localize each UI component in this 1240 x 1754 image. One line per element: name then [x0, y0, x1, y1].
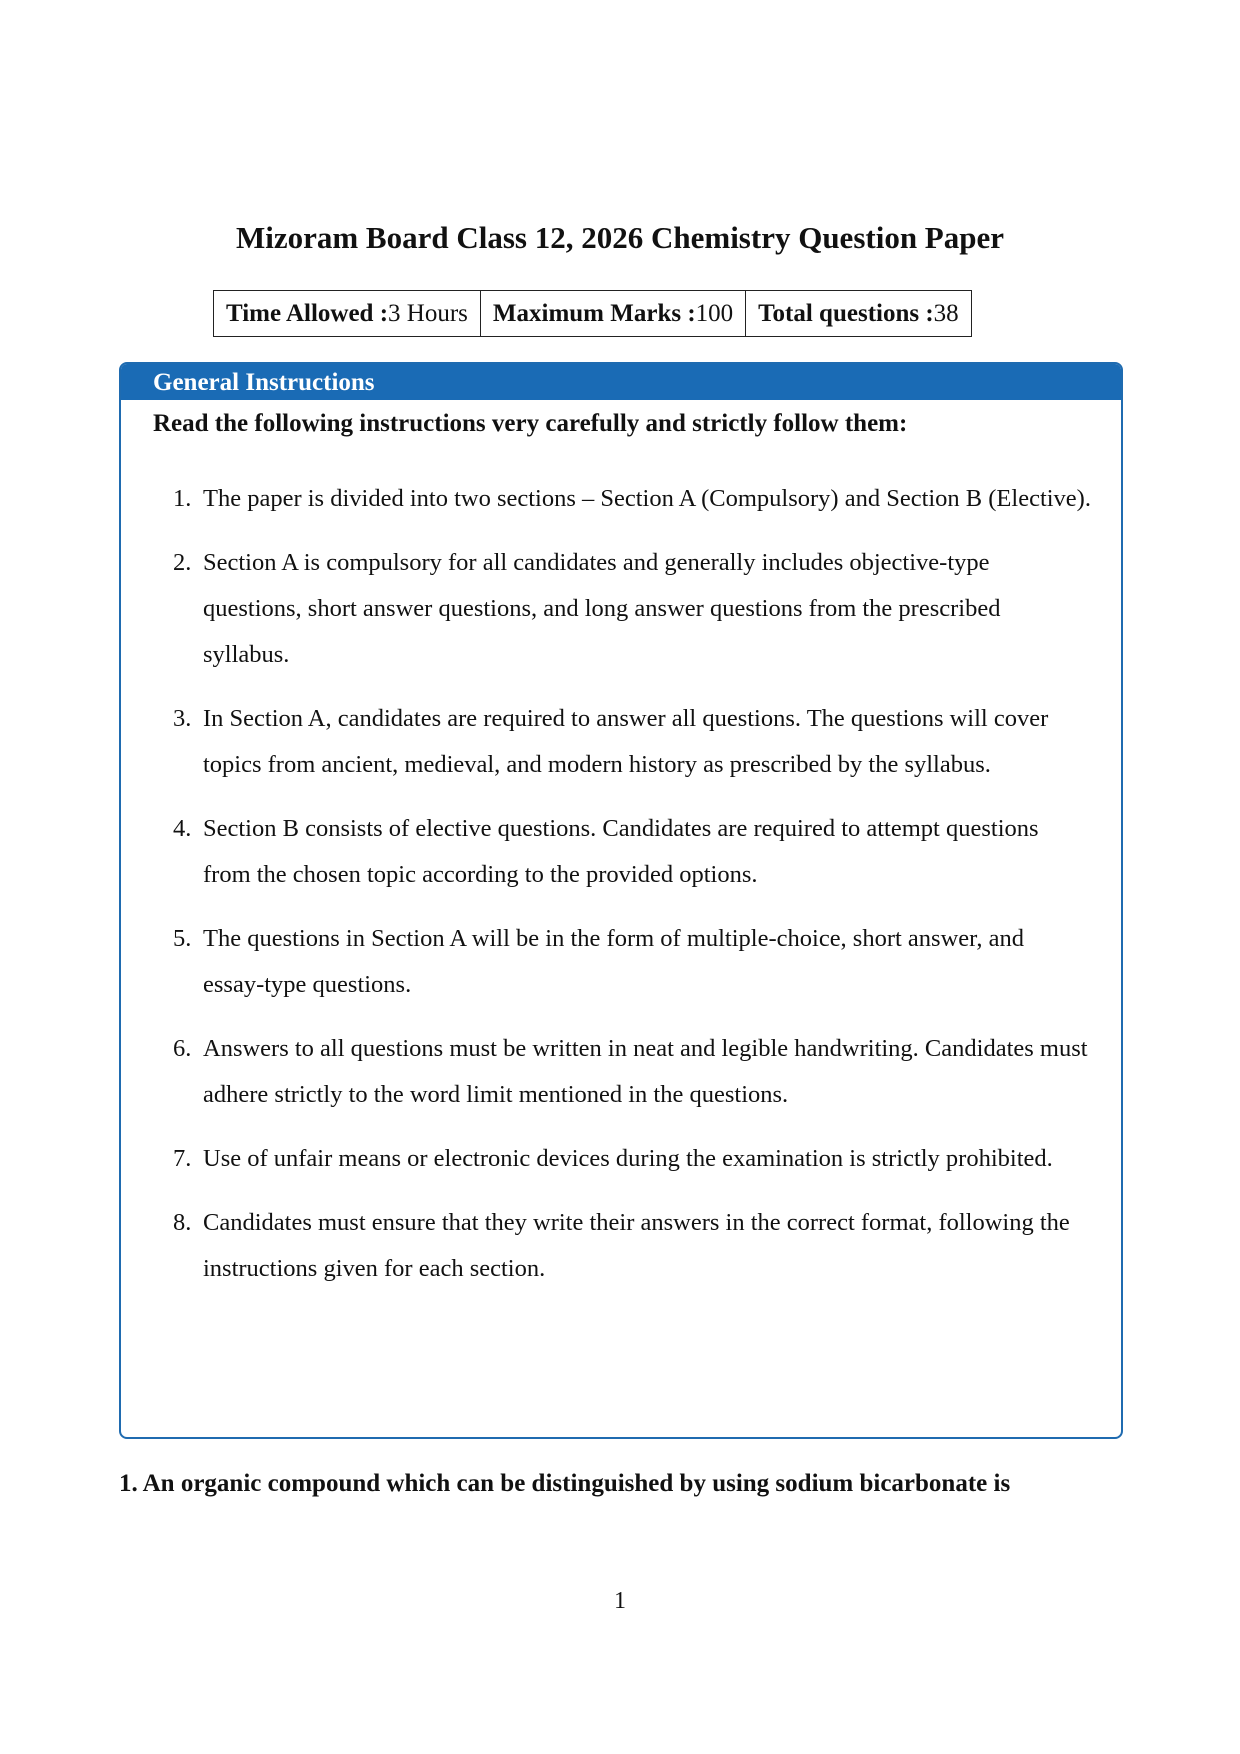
instruction-item	[121, 540, 1121, 678]
exam-meta-table	[213, 290, 972, 337]
question-1: 1. An organic compound which can be distinguished by using sodium bicarbonate is	[119, 1470, 1011, 1497]
instruction-item	[121, 1136, 1121, 1182]
total-questions-value: 38	[933, 299, 959, 327]
instruction-text: The paper is divided into two sections – Section A (Compulsory) and Section B (Elective).	[203, 485, 1091, 512]
instruction-text: Section A is compulsory for all candidates and generally includes objective-type questions, short answer questions, and long answer questions from the prescribed syllabus.	[203, 549, 1001, 668]
instruction-number: 7.	[173, 1145, 192, 1172]
instruction-number: 1.	[173, 485, 192, 512]
total-questions-cell	[746, 291, 971, 336]
instruction-number: 5.	[173, 925, 192, 952]
time-allowed-value: 3 Hours	[388, 299, 468, 327]
page-number: 1	[614, 1588, 626, 1614]
instruction-number: 6.	[173, 1035, 192, 1062]
general-instructions-box	[119, 362, 1123, 1439]
maximum-marks-label: Maximum Marks :	[492, 299, 696, 327]
time-allowed-label: Time Allowed :	[226, 299, 389, 327]
instruction-item	[121, 1200, 1121, 1292]
instruction-number: 4.	[173, 815, 192, 842]
maximum-marks-value: 100	[695, 299, 734, 327]
page-title: Mizoram Board Class 12, 2026 Chemistry Question Paper	[235, 220, 1005, 255]
time-allowed-cell	[214, 291, 481, 336]
instruction-text: In Section A, candidates are required to answer all questions. The questions will cover topics from ancient, medieval, and modern history as prescribed by the syllabus.	[203, 705, 1049, 778]
instruction-item	[121, 1026, 1121, 1118]
instruction-number: 2.	[173, 549, 192, 576]
instruction-number: 8.	[173, 1209, 192, 1236]
instruction-text: Section B consists of elective questions. Candidates are required to attempt questions from the chosen topic according to the provided options.	[203, 815, 1039, 888]
instructions-lead: Read the following instructions very carefully and strictly follow them:	[153, 410, 908, 437]
instruction-item	[121, 916, 1121, 1008]
maximum-marks-cell	[481, 291, 746, 336]
instructions-list	[121, 476, 1121, 1310]
instruction-number: 3.	[173, 705, 192, 732]
total-questions-label: Total questions :	[758, 299, 934, 327]
instruction-text: Answers to all questions must be written in neat and legible handwriting. Candidates must adhere strictly to the word limit mentioned in the questions.	[203, 1035, 1088, 1108]
instruction-text: Candidates must ensure that they write their answers in the correct format, following the instructions given for each section.	[203, 1209, 1070, 1282]
general-instructions-heading: General Instructions	[121, 364, 1121, 400]
instruction-item	[121, 476, 1121, 522]
instruction-text: The questions in Section A will be in the form of multiple-choice, short answer, and essay-type questions.	[203, 925, 1024, 998]
instruction-item	[121, 696, 1121, 788]
instruction-item	[121, 806, 1121, 898]
instruction-text: Use of unfair means or electronic devices during the examination is strictly prohibited.	[203, 1145, 1053, 1172]
